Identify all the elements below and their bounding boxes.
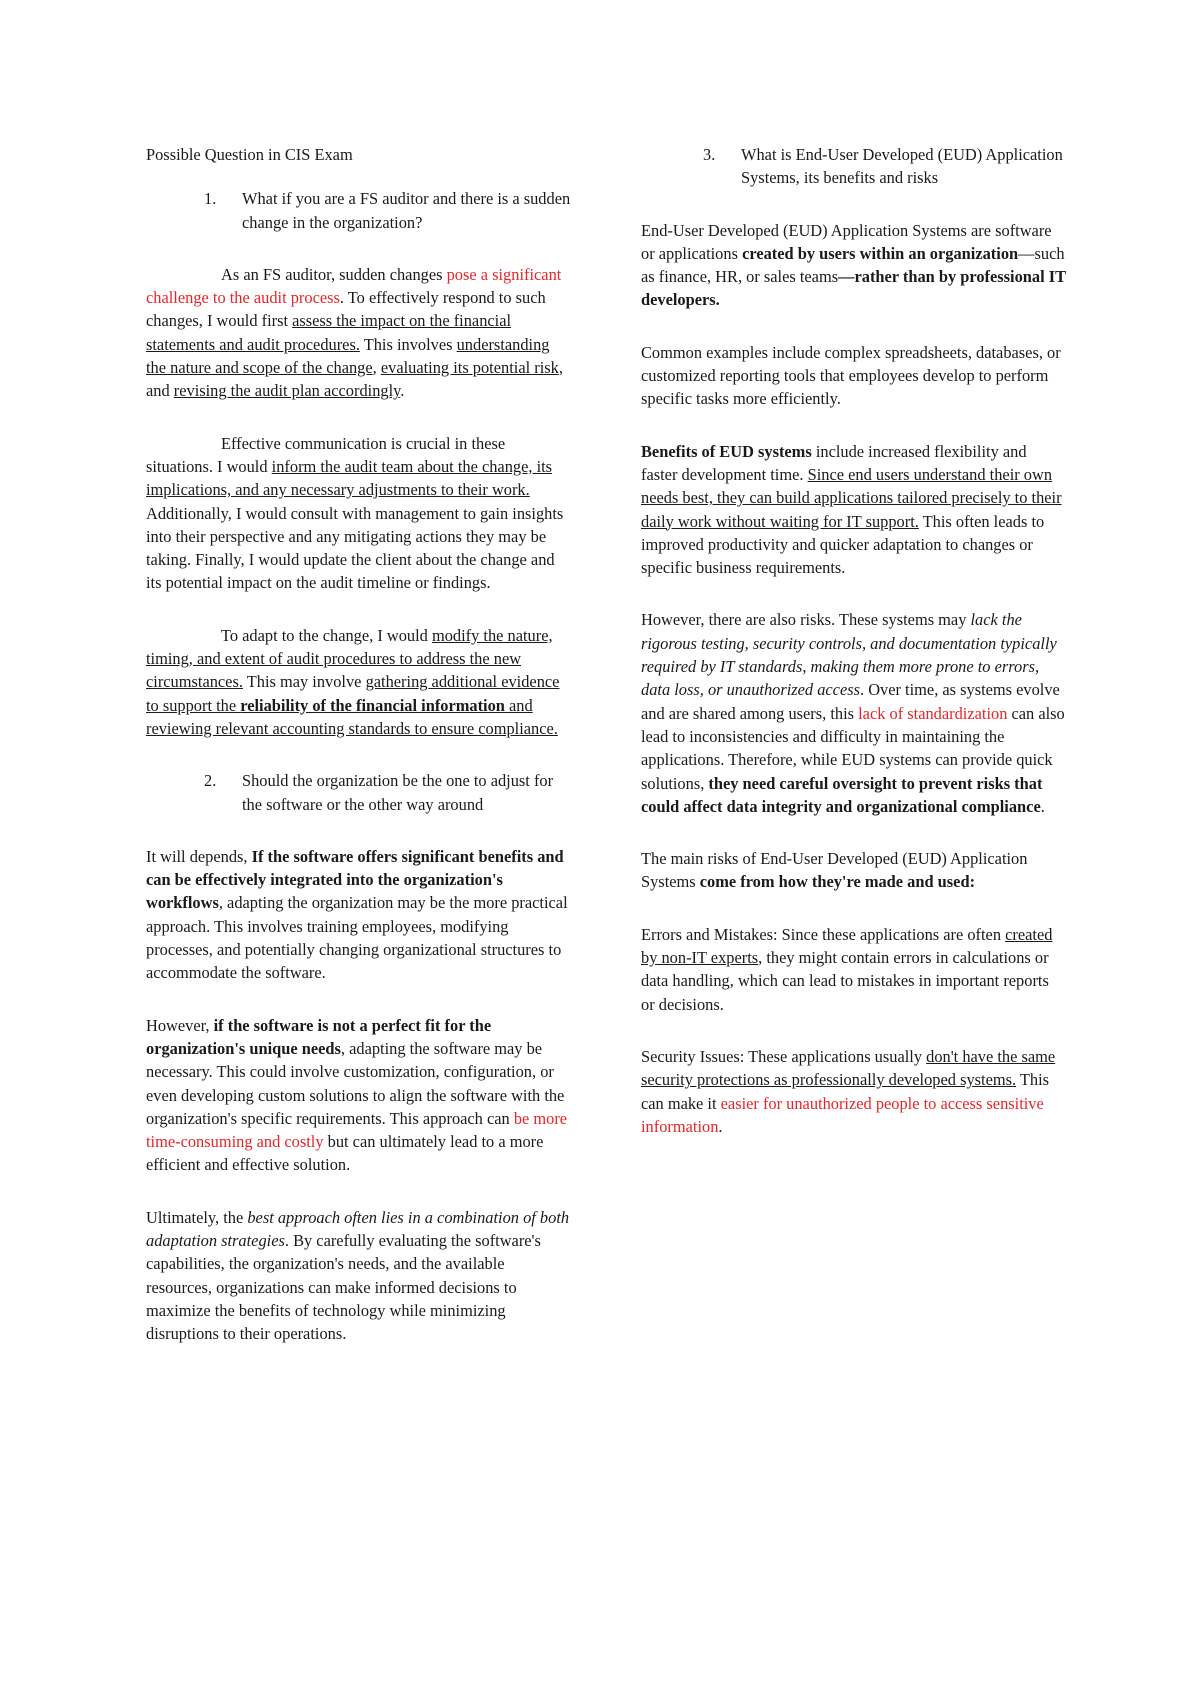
underlined-text: revising the audit plan accordingly (173, 381, 401, 401)
underlined-text: Since end users understand their own needs best, they can build applications tailored precisely to their daily work without waiting for IT support. (641, 464, 1062, 531)
question-1-text: What if you are a FS auditor and there is a sudden change in the organization? (242, 189, 571, 232)
underlined-text: understanding the nature and scope of the change (146, 334, 550, 378)
bold-text: created by users within an organization (742, 243, 1019, 263)
underlined-text: gathering additional evidence to support the (146, 672, 560, 715)
answer-3-paragraph-5: The main risks of End-User Developed (EUD) Application Systems come from how they're made and used: (641, 849, 1028, 892)
underlined-text: and reviewing relevant accounting standards to ensure compliance. (146, 695, 558, 738)
bold-text: if the software is not a perfect fit for the organization's unique needs (146, 1015, 492, 1058)
question-2-text: Should the organization be the one to adjust for the software or the other way around (242, 771, 554, 814)
answer-1-paragraph-3: To adapt to the change, I would modify the nature, timing, and extent of audit procedures to address the new circumstances. This may involve gathering additional evidence to support the reliability of the financial information and reviewing relevant accounting standards to ensure compliance. (146, 625, 560, 738)
bold-text: come from how they're made and used: (699, 872, 976, 892)
bold-text: —rather than by professional IT developers. (641, 267, 1066, 310)
left-column (146, 143, 571, 1374)
underlined-text: modify the nature, timing, and extent of audit procedures to address the new circumstances. (146, 625, 553, 692)
question-1 (146, 187, 571, 234)
right-column (641, 143, 1066, 1167)
bold-text: Benefits of EUD systems (641, 441, 812, 461)
answer-2-paragraph-3: Ultimately, the best approach often lies in a combination of both adaptation strategies. By carefully evaluating the software's capabilities, the organization's needs, and the available resources, organizations can make informed decisions to maximize the benefits of technology while minimizing disruptions to their operations. (146, 1207, 570, 1344)
question-2 (146, 769, 571, 816)
red-emphasis: be more time-consuming and costly (146, 1108, 568, 1152)
italic-text: lack the rigorous testing, security controls, and documentation typically required by IT standards, making them more prone to errors, data loss, or unauthorized access (641, 610, 1057, 700)
red-emphasis: pose a significant challenge to the audit process (146, 264, 562, 308)
underlined-text: assess the impact on the financial statements and audit procedures. (146, 311, 512, 354)
underlined-text: inform the audit team about the change, its implications, and any necessary adjustments to their work. (146, 456, 553, 500)
answer-3-paragraph-3: Benefits of EUD systems include increased flexibility and faster development time. Since end users understand their own needs best, they can build applications tailored precisely to their daily work without waiting for IT support. This often leads to improved productivity and quicker adaptation to changes or specific business requirements. (641, 441, 1062, 578)
italic-text: best approach often lies in a combination of both adaptation strategies (146, 1207, 570, 1250)
answer-3-paragraph-1: End-User Developed (EUD) Application Systems are software or applications created by users within an organization—such as finance, HR, or sales teams—rather than by professional IT developers. (641, 220, 1066, 310)
document-title: Possible Question in CIS Exam (146, 145, 353, 164)
bold-text: If the software offers significant benefits and can be effectively integrated into the organization's workflows (146, 846, 564, 913)
answer-2-paragraph-2: However, if the software is not a perfect fit for the organization's unique needs, adapting the software may be necessary. This could involve customization, configuration, or even developing custom solutions to align the software with the organization's specific requirements. This approach can be more time-consuming and costly but can ultimately lead to a more efficient and effective solution. (146, 1015, 568, 1175)
answer-2-paragraph-1: It will depends, If the software offers significant benefits and can be effectively integrated into the organization's workflows, adapting the organization may be the more practical approach. This involves training employees, modifying processes, and potentially changing organizational structures to accommodate the software. (146, 846, 568, 983)
question-3-number: 3. (703, 145, 716, 164)
red-emphasis: lack of standardization (858, 703, 1008, 723)
answer-3-paragraph-2: Common examples include complex spreadsheets, databases, or customized reporting tools that employees develop to perform specific tasks more efficiently. (641, 342, 1061, 409)
underlined-text: don't have the same security protections as professionally developed systems. (641, 1046, 1056, 1090)
answer-3-paragraph-7: Security Issues: These applications usually don't have the same security protections as professionally developed systems. This can make it easier for unauthorized people to access sensitive information. (641, 1046, 1056, 1136)
bold-text: they need careful oversight to prevent risks that could affect data integrity and organizational compliance (641, 773, 1043, 816)
answer-1-paragraph-1: As an FS auditor, sudden changes pose a significant challenge to the audit process. To effectively respond to such changes, I would first assess the impact on the financial statements and audit procedures. This involves understanding the nature and scope of the change, evaluating its potential risk, and revising the audit plan accordingly. (146, 264, 563, 401)
question-2-number: 2. (204, 771, 217, 791)
question-3 (641, 143, 1066, 190)
underlined-text: created by non-IT experts (641, 924, 1053, 968)
answer-3-paragraph-6: Errors and Mistakes: Since these applications are often created by non-IT experts, they might contain errors in calculations or data handling, which can lead to mistakes in important reports or decisions. (641, 924, 1053, 1014)
answer-3-paragraph-4: However, there are also risks. These systems may lack the rigorous testing, security controls, and documentation typically required by IT standards, making them more prone to errors, data loss, or unauthorized access. Over time, as systems evolve and are shared among users, this lack of standardization can also lead to inconsistencies and difficulty in maintaining the applications. Therefore, while EUD systems can provide quick solutions, they need careful oversight to prevent risks that could affect data integrity and organizational compliance. (641, 610, 1065, 816)
bold-underlined-text: reliability of the financial information (240, 695, 505, 715)
question-1-number: 1. (204, 189, 217, 209)
red-emphasis: easier for unauthorized people to access sensitive information (641, 1093, 1044, 1136)
answer-1-paragraph-2: Effective communication is crucial in these situations. I would inform the audit team about the change, its implications, and any necessary adjustments to their work. Additionally, I would consult with management to gain insights into their perspective and any mitigating actions they may be taking. Finally, I would update the client about the change and its potential impact on the audit timeline or findings. (146, 433, 564, 593)
question-3-text: What is End-User Developed (EUD) Application Systems, its benefits and risks (741, 145, 1063, 188)
underlined-text: evaluating its potential risk (380, 358, 559, 378)
